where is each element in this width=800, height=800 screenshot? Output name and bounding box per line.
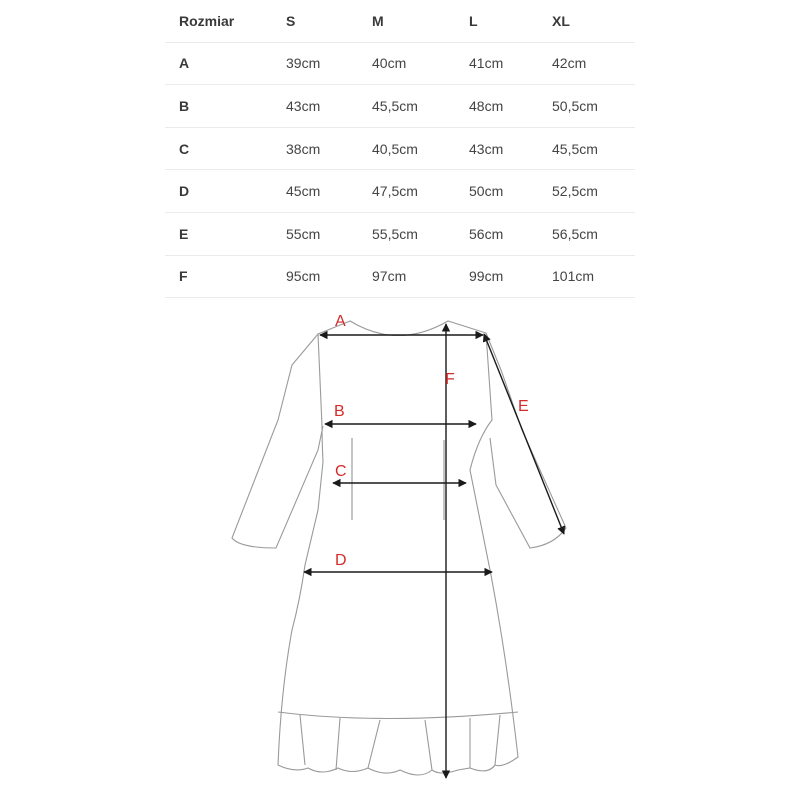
table-cell: 41cm xyxy=(455,42,538,85)
header-cell-xl: XL xyxy=(538,0,635,42)
table-cell: 47,5cm xyxy=(358,170,455,213)
table-cell: 50cm xyxy=(455,170,538,213)
label-f: F xyxy=(445,371,455,388)
row-label: B xyxy=(165,85,272,128)
row-label: A xyxy=(165,42,272,85)
row-label: D xyxy=(165,170,272,213)
table-cell: 43cm xyxy=(455,127,538,170)
table-cell: 101cm xyxy=(538,255,635,298)
table-cell: 45cm xyxy=(272,170,358,213)
dress-body-outline xyxy=(278,321,518,775)
table-row xyxy=(165,170,635,213)
row-label: F xyxy=(165,255,272,298)
table-cell: 39cm xyxy=(272,42,358,85)
arrow-e xyxy=(484,334,564,534)
ruffle-fold-3 xyxy=(368,720,380,768)
table-cell: 55,5cm xyxy=(358,212,455,255)
table-cell: 42cm xyxy=(538,42,635,85)
table-cell: 45,5cm xyxy=(538,127,635,170)
table-cell: 45,5cm xyxy=(358,85,455,128)
table-cell: 38cm xyxy=(272,127,358,170)
label-d: D xyxy=(335,552,347,569)
row-label: E xyxy=(165,212,272,255)
table-cell: 95cm xyxy=(272,255,358,298)
table-cell: 43cm xyxy=(272,85,358,128)
ruffle-fold-6 xyxy=(495,715,500,765)
table-row xyxy=(165,212,635,255)
left-sleeve-outline xyxy=(232,334,323,548)
table-cell: 40cm xyxy=(358,42,455,85)
table-cell: 56cm xyxy=(455,212,538,255)
size-table xyxy=(165,0,635,298)
row-label: C xyxy=(165,127,272,170)
label-b: B xyxy=(334,403,345,420)
header-cell-m: M xyxy=(358,0,455,42)
ruffle-fold-4 xyxy=(425,720,432,770)
table-header-row xyxy=(165,0,635,42)
ruffle-fold-1 xyxy=(300,715,305,765)
table-cell: 40,5cm xyxy=(358,127,455,170)
label-c: C xyxy=(335,463,347,480)
table-cell: 56,5cm xyxy=(538,212,635,255)
label-e: E xyxy=(518,398,529,415)
table-cell: 48cm xyxy=(455,85,538,128)
table-cell: 97cm xyxy=(358,255,455,298)
table-row xyxy=(165,85,635,128)
table-cell: 99cm xyxy=(455,255,538,298)
table-row xyxy=(165,255,635,298)
ruffle-fold-2 xyxy=(336,718,340,770)
header-cell-l: L xyxy=(455,0,538,42)
label-a: A xyxy=(335,313,346,330)
table-cell: 52,5cm xyxy=(538,170,635,213)
dress-measurement-diagram xyxy=(0,300,800,800)
dress-outline xyxy=(232,321,566,775)
table-cell: 55cm xyxy=(272,212,358,255)
measurement-arrows xyxy=(304,324,564,778)
table-row xyxy=(165,127,635,170)
table-cell: 50,5cm xyxy=(538,85,635,128)
ruffle-line xyxy=(278,712,518,719)
header-cell-rozmiar: Rozmiar xyxy=(165,0,272,42)
measurement-labels xyxy=(334,313,529,569)
header-cell-s: S xyxy=(272,0,358,42)
table-row xyxy=(165,42,635,85)
